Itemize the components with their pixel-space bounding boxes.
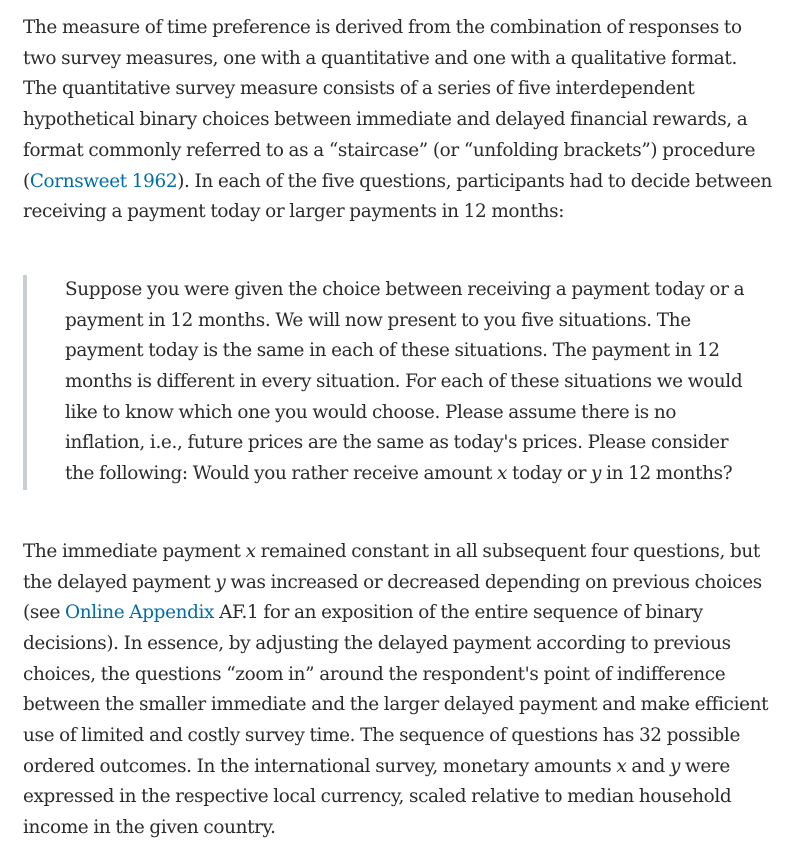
quote-text: Suppose you were given the choice between receiving a payment today or a payment in 12 months. We will now present to you five situations. The payment today is the same in each of these situations. The payment in 12 months is different in every situation. For each of these situations we would like to know which one you would choose. Please assume there is no inflation, i.e., future prices are the same as today's prices. Please consider the following: Would you rather receive amount	[65, 278, 745, 485]
paragraph-text: remained constant in all subsequent four questions, but the delayed payment	[23, 540, 760, 593]
paragraph-text: ). In each of the five questions, participants had to decide between receiving a payment today or larger payments in 12 months:	[23, 170, 773, 223]
paragraph-text: was increased or decreased depending on previous choices (see	[23, 571, 762, 624]
paragraph-time-preference-measure	[23, 13, 775, 228]
online-appendix-link[interactable]: Online Appendix	[64, 602, 215, 624]
variable-y: y	[669, 755, 680, 777]
survey-question-text	[65, 275, 745, 490]
survey-question-blockquote	[23, 275, 783, 490]
variable-y: y	[215, 571, 226, 593]
quote-text: in 12 months?	[601, 463, 733, 485]
variable-x: x	[245, 540, 256, 562]
variable-x: x	[616, 755, 627, 777]
citation-link-cornsweet[interactable]: Cornsweet 1962	[29, 170, 178, 192]
quote-text: today or	[507, 463, 592, 485]
paragraph-staircase-procedure	[23, 537, 781, 844]
paragraph-text: were expressed in the respective local currency, scaled relative to median household income in the given country.	[23, 755, 732, 839]
paragraph-text: and	[626, 755, 670, 777]
variable-x: x	[497, 463, 508, 485]
paragraph-text: The measure of time preference is derived from the combination of responses to two survey measures, one with a quantitative and one with a qualitative format. The quantitative survey measure consists of a series of five interdependent hypothetical binary choices between immediate and delayed financial rewards, a format commonly referred to as a “staircase” (or “unfolding brackets”) procedure (	[23, 17, 756, 192]
article-body	[23, 13, 783, 844]
paragraph-text: The immediate payment	[23, 540, 246, 562]
paragraph-text: AF.1 for an exposition of the entire sequence of binary decisions). In essence, by adjusting the delayed payment according to previous choices, the questions “zoom in” around the respondent's point of indifference between the smaller immediate and the larger delayed payment and make efficient use of limited and costly survey time. The sequence of questions has 32 possible ordered outcomes. In the international survey, monetary amounts	[23, 602, 769, 777]
variable-y: y	[591, 463, 602, 485]
